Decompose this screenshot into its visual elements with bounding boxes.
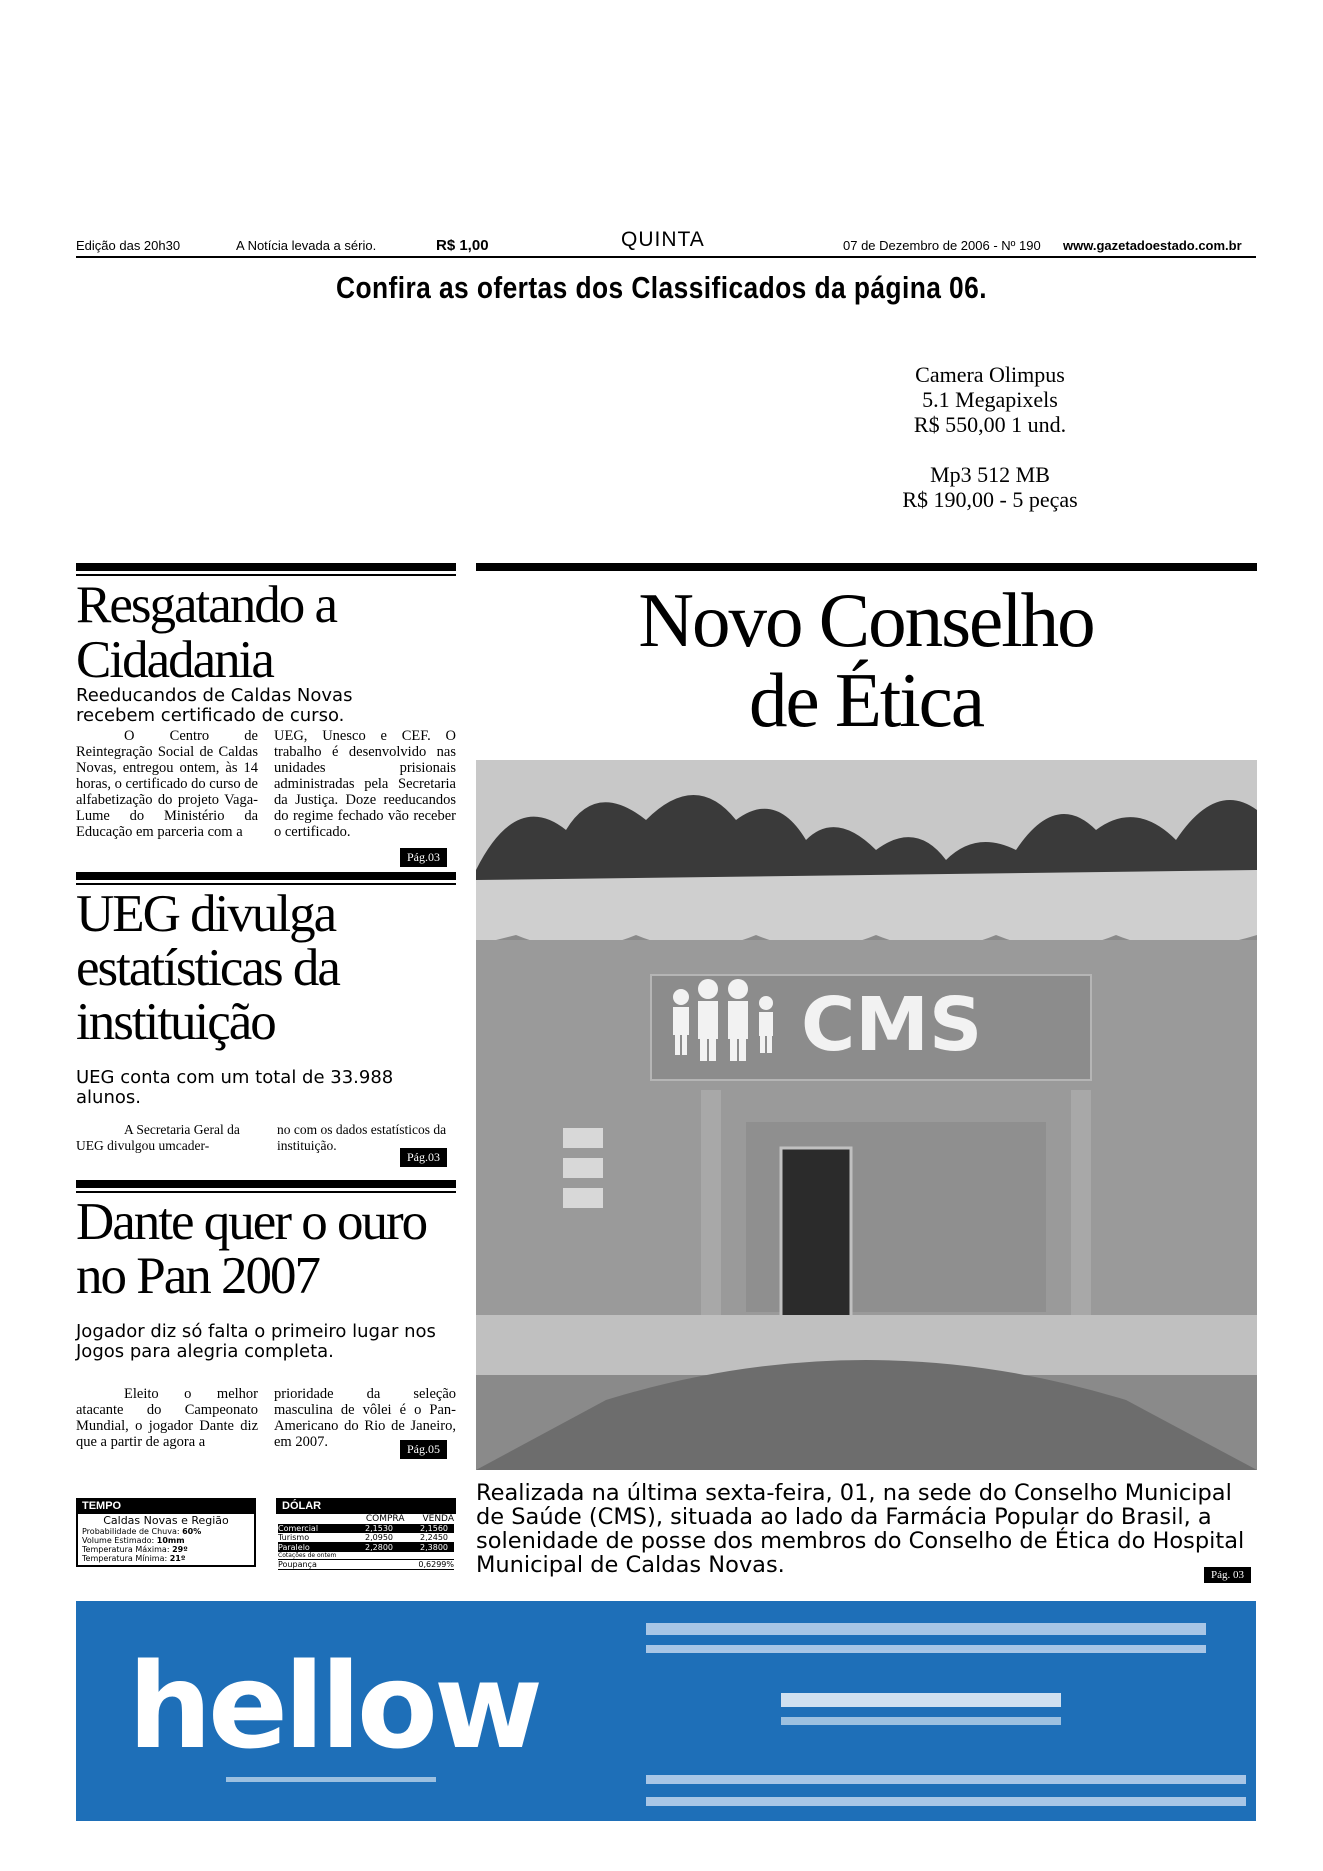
savings-row: Poupança 0,6299% bbox=[278, 1560, 454, 1569]
ad-text-line bbox=[646, 1623, 1206, 1635]
ad-text-line bbox=[781, 1693, 1061, 1707]
page-ref[interactable]: Pág. 03 bbox=[1204, 1567, 1251, 1583]
story-rule bbox=[76, 872, 456, 880]
dollar-row: Comercial 2,1530 2,1560 bbox=[278, 1524, 454, 1533]
story-rule bbox=[76, 563, 456, 571]
story-body-col1: O Centro de Reintegração Social de Caldas Novas, entregou ontem, às 14 horas, o certificado do curso de alfabetização do projeto Vaga-Lume do Ministério da Educação em parceria com a bbox=[76, 728, 258, 840]
story-subhead: Reeducandos de Caldas Novas recebem certificado de curso. bbox=[76, 685, 353, 726]
website-link[interactable]: www.gazetadoestado.com.br bbox=[1063, 238, 1242, 253]
story-headline: Dante quer o ouro no Pan 2007 bbox=[76, 1193, 427, 1305]
price: R$ 1,00 bbox=[436, 237, 489, 254]
weather-title: TEMPO bbox=[76, 1498, 256, 1514]
classifieds-banner: Confira as ofertas dos Classificados da página 06. bbox=[336, 270, 987, 305]
hellow-logo: hellow bbox=[128, 1637, 540, 1775]
main-story-rule bbox=[476, 563, 1257, 571]
ad-fine-print bbox=[226, 1777, 436, 1782]
story-subhead: UEG conta com um total de 33.988 alunos. bbox=[76, 1067, 394, 1108]
dollar-note: Cotações de ontem bbox=[278, 1552, 337, 1559]
weather-box: TEMPO Caldas Novas e Região Probabilidade de Chuva: 60% Volume Estimado: 10mm Temperatura Máxima: 29º Temperatura Mínima: 21º bbox=[76, 1498, 256, 1567]
story-body-col2: no com os dados estatísticos da instituição. bbox=[277, 1122, 447, 1153]
ad-text-line bbox=[781, 1717, 1061, 1725]
cms-sign-text: CMS bbox=[801, 982, 983, 1068]
story-rule bbox=[76, 1180, 456, 1188]
hellow-advert[interactable] bbox=[76, 1601, 1256, 1821]
dollar-row: Turismo 2,0950 2,2450 bbox=[278, 1533, 454, 1543]
story-subhead: Jogador diz só falta o primeiro lugar nos Jogos para alegria completa. bbox=[76, 1321, 436, 1362]
masthead bbox=[76, 228, 1256, 254]
building-photo bbox=[476, 760, 1257, 1470]
main-caption: Realizada na última sexta-feira, 01, na sede do Conselho Municipal de Saúde (CMS), situada ao lado da Farmácia Popular do Brasil, a solenidade de posse dos membros do Conselho de Ética do Hospital Municipal de Caldas Novas. bbox=[476, 1480, 1245, 1578]
page-ref[interactable]: Pág.05 bbox=[400, 1440, 447, 1459]
story-body-col1: Eleito o melhor atacante do Campeonato Mundial, o jogador Dante diz que a partir de agora a bbox=[76, 1386, 258, 1450]
ad-text-line bbox=[646, 1775, 1246, 1784]
classified-ads bbox=[840, 362, 1140, 512]
ad-mp3: Mp3 512 MB R$ 190,00 - 5 peças bbox=[902, 462, 1078, 512]
dollar-row: Paralelo 2,2800 2,3800 bbox=[278, 1543, 454, 1552]
ad-camera: Camera Olimpus 5.1 Megapixels R$ 550,00 1 und. bbox=[913, 362, 1067, 437]
issue-date: 07 de Dezembro de 2006 - Nº 190 bbox=[843, 238, 1041, 253]
page-ref[interactable]: Pág.03 bbox=[400, 848, 447, 867]
ad-text-line bbox=[646, 1797, 1246, 1806]
main-photo bbox=[476, 760, 1257, 1470]
story-body-col2: prioridade da seleção masculina de vôlei é o Pan-Americano do Rio de Janeiro, em 2007. bbox=[274, 1386, 456, 1450]
dollar-box: DÓLAR COMPRA VENDA Comercial 2,1530 2,1560 Turismo 2,0950 2,2450 Paralelo 2,2800 2,3800 Cotações de ontem Poupança 0,6299% bbox=[278, 1500, 454, 1569]
ad-text-line bbox=[646, 1645, 1206, 1653]
story-body-col2: UEG, Unesco e CEF. O trabalho é desenvolvido nas unidades prisionais administradas pela Secretaria da Justiça. Doze reeducandos do regime fechado vão receber o certificado. bbox=[274, 728, 456, 840]
dollar-title: DÓLAR bbox=[276, 1498, 456, 1514]
story-body-col1: A Secretaria Geral da UEG divulgou umcader- bbox=[76, 1122, 240, 1153]
page-ref[interactable]: Pág.03 bbox=[400, 1148, 447, 1167]
tagline: A Notícia levada a sério. bbox=[236, 238, 377, 253]
masthead-rule bbox=[76, 256, 1256, 258]
main-headline: Novo Conselho de Ética bbox=[638, 577, 1094, 743]
story-headline: UEG divulga estatísticas da instituição bbox=[76, 885, 339, 1051]
weekday: QUINTA bbox=[621, 228, 705, 251]
edition-time: Edição das 20h30 bbox=[76, 238, 181, 253]
story-headline: Resgatando a Cidadania bbox=[76, 576, 337, 689]
weather-region: Caldas Novas e Região bbox=[103, 1514, 229, 1527]
